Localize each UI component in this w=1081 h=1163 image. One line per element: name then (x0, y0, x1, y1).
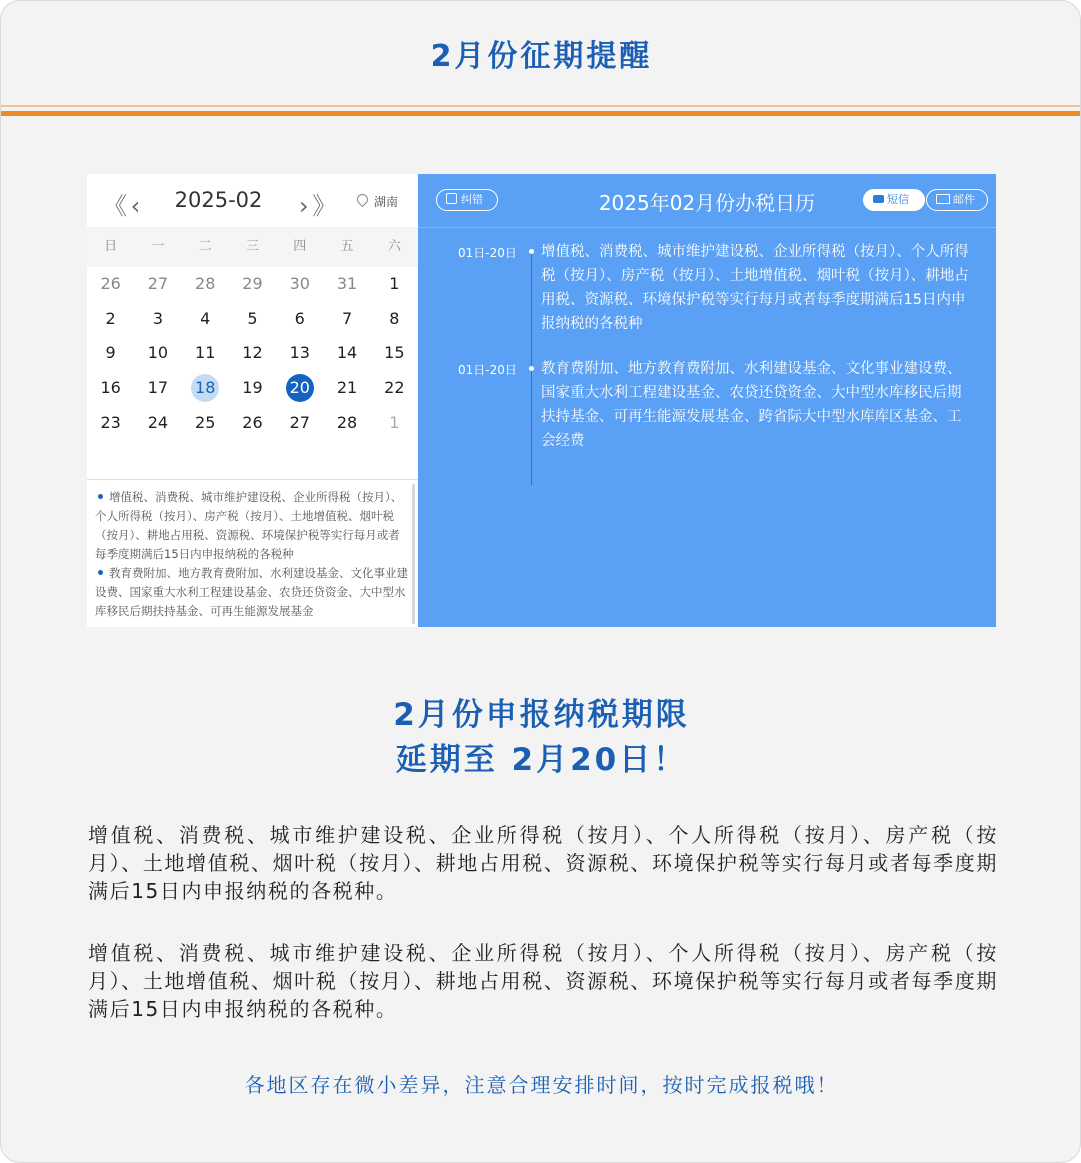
notes-scrollbar[interactable] (412, 484, 415, 624)
weekday-label: 日 (104, 239, 118, 254)
calendar-month: 2025-02 (174, 188, 263, 212)
calendar-week (87, 336, 418, 371)
paragraph: 增值税、消费税、城市维护建设税、企业所得税（按月）、个人所得税（按月）、房产税（按月）、土地增值税、烟叶税（按月）、耕地占用税、资源税、环境保护税等实行每月或者每季度期满后15日内申报纳税的各税种。 (88, 823, 998, 903)
tax-calendar-widget (87, 174, 996, 627)
weekday-header (87, 227, 418, 267)
calendar-day[interactable]: 28 (336, 412, 358, 432)
tax-schedule-header (418, 174, 996, 228)
footer-note: 各地区存在微小差异，注意合理安排时间，按时完成报税哦！ (244, 1073, 839, 1097)
calendar-notes[interactable] (87, 479, 418, 627)
calendar-day[interactable]: 27 (147, 274, 169, 294)
calendar-day[interactable]: 1 (389, 274, 400, 294)
calendar-panel (87, 174, 418, 627)
calendar-day[interactable]: 1 (389, 412, 400, 432)
calendar-day[interactable]: 7 (341, 308, 353, 328)
entry-date: 01日-20日 (458, 246, 517, 260)
calendar-day[interactable]: 13 (289, 343, 310, 363)
tax-schedule-list (418, 240, 996, 474)
correct-error-button[interactable]: 纠错 (436, 189, 498, 211)
timeline-dot (529, 366, 534, 371)
calendar-header (87, 174, 418, 227)
tax-entry (418, 240, 996, 357)
calendar-day-today[interactable]: 18 (182, 371, 229, 406)
calendar-day[interactable]: 31 (336, 274, 358, 294)
mail-button[interactable]: 邮件 (926, 189, 988, 211)
weekday-label: 五 (340, 239, 354, 254)
calendar-day[interactable]: 29 (242, 274, 263, 294)
region-label: 湖南 (374, 195, 399, 209)
divider-thin (1, 105, 1081, 107)
mail-icon (936, 194, 950, 204)
calendar-day[interactable]: 23 (100, 412, 121, 432)
calendar-day[interactable]: 3 (152, 308, 164, 328)
divider-orange (1, 111, 1081, 116)
calendar-day[interactable]: 4 (200, 308, 211, 328)
headline-line-2: 延期至 2月20日！ (395, 742, 688, 778)
weekday-label: 二 (198, 239, 212, 254)
chat-icon (873, 195, 884, 203)
calendar-day[interactable]: 26 (100, 274, 121, 294)
calendar-day[interactable]: 25 (195, 412, 216, 432)
paragraph: 增值税、消费税、城市维护建设税、企业所得税（按月）、个人所得税（按月）、房产税（按月）、土地增值税、烟叶税（按月）、耕地占用税、资源税、环境保护税等实行每月或者每季度期满后15日内申报纳税的各税种。 (88, 941, 998, 1021)
weekday-label: 三 (245, 239, 259, 254)
next-month-button[interactable]: › 》 (299, 192, 335, 220)
weekday-label: 六 (387, 239, 401, 254)
note-item: 教育费附加、地方教育费附加、水利建设基金、文化事业建设费、国家重大水利工程建设基金、农贷还贷资金、大中型水库移民后期扶持基金、可再生能源发展基金 (95, 566, 408, 618)
entry-date: 01日-20日 (458, 363, 517, 377)
calendar-day[interactable]: 27 (289, 412, 310, 432)
calendar-day[interactable]: 12 (242, 343, 263, 363)
calendar-grid (87, 267, 418, 440)
calendar-day[interactable]: 16 (100, 378, 121, 398)
calendar-day[interactable]: 6 (294, 308, 305, 328)
entry-text: 增值税、消费税、城市维护建设税、企业所得税（按月）、个人所得税（按月）、房产税（按月）、土地增值税、烟叶税（按月）、耕地占用税、资源税、环境保护税等实行每月或者每季度期满后15日内申报纳税的各税种 (541, 244, 969, 332)
calendar-day[interactable]: 28 (195, 274, 216, 294)
weekday-label: 一 (151, 239, 165, 254)
calendar-day[interactable]: 22 (384, 378, 405, 398)
prev-month-button[interactable]: 《 ‹ (103, 192, 139, 220)
calendar-day[interactable]: 24 (147, 412, 169, 432)
tax-schedule-panel (418, 174, 996, 627)
calendar-day[interactable]: 15 (384, 343, 405, 363)
region-selector[interactable] (357, 193, 398, 210)
headline-line-1: 2月份申报纳税期限 (393, 697, 690, 733)
calendar-day[interactable]: 2 (105, 308, 116, 328)
entry-text: 教育费附加、地方教育费附加、水利建设基金、文化事业建设费、国家重大水利工程建设基金、农贷还贷资金、大中型水库移民后期扶持基金、可再生能源发展基金、跨省际大中型水库库区基金、工会经费 (541, 361, 962, 449)
calendar-day[interactable]: 11 (195, 343, 216, 363)
calendar-day-deadline[interactable]: 20 (276, 371, 323, 406)
tax-schedule-title: 2025年02月份办税日历 (598, 191, 816, 215)
note-item: 增值税、消费税、城市维护建设税、企业所得税（按月）、个人所得税（按月）、房产税（按月）、土地增值税、烟叶税（按月）、耕地占用税、资源税、环境保护税等实行每月或者每季度期满后15日内申报纳税的各税种 (95, 490, 403, 561)
calendar-day[interactable]: 9 (105, 343, 116, 363)
sms-button[interactable]: 短信 (863, 189, 925, 211)
calendar-day[interactable]: 17 (147, 378, 169, 398)
calendar-day[interactable]: 8 (389, 308, 400, 328)
calendar-week (87, 267, 418, 302)
calendar-day[interactable]: 19 (242, 378, 263, 398)
calendar-day[interactable]: 5 (247, 308, 258, 328)
weekday-label: 四 (293, 239, 307, 254)
page-title: 2月份征期提醒 (430, 39, 653, 74)
bullet-icon (98, 570, 103, 575)
location-pin-icon (355, 192, 371, 208)
calendar-day[interactable]: 26 (242, 412, 263, 432)
calendar-day[interactable]: 10 (147, 343, 169, 363)
timeline-dot (529, 249, 534, 254)
calendar-day[interactable]: 30 (289, 274, 310, 294)
calendar-week (87, 302, 418, 337)
calendar-week (87, 371, 418, 406)
calendar-day[interactable]: 21 (336, 378, 358, 398)
bullet-icon (98, 494, 103, 499)
calendar-day[interactable]: 14 (336, 343, 358, 363)
calendar-week (87, 405, 418, 440)
tax-entry (418, 357, 996, 474)
